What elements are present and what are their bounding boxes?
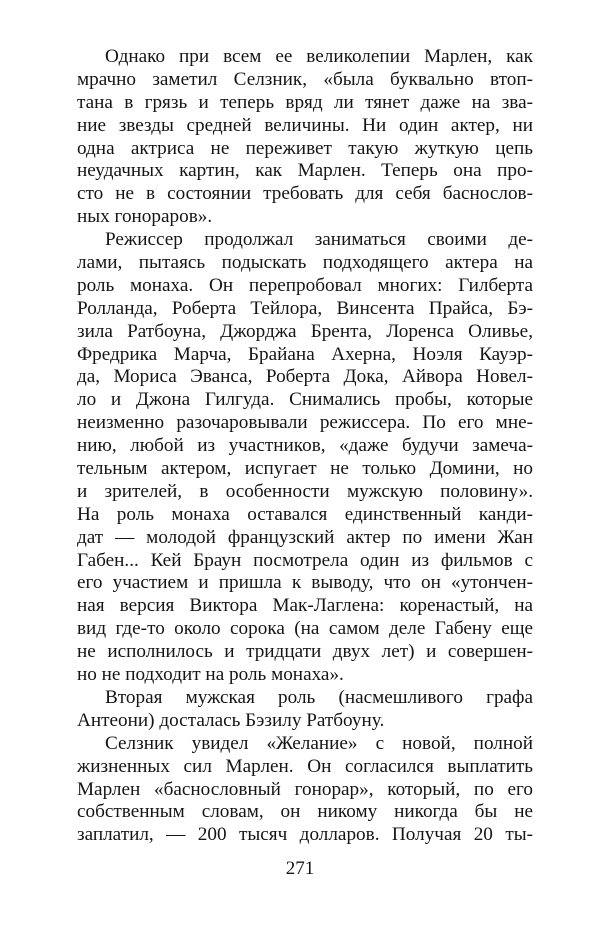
text-line: не исполнилось и тридцати двух лет) и совершен-: [77, 641, 533, 663]
text-line: нию, любой из участников, «даже будучи замеча-: [77, 435, 533, 457]
text-line: тельным актером, испугает не только Домини, но: [77, 458, 533, 480]
text-line: дат — молодой французский актер по имени Жан: [77, 526, 533, 548]
text-line: Антеони) досталась Бэзилу Ратбоуну.: [77, 709, 385, 731]
text-line: одна актриса не переживет такую жуткую цепь: [77, 137, 533, 159]
body-text: [77, 46, 533, 847]
text-line: лами, пытаясь подыскать подходящего актера на: [77, 252, 533, 274]
text-line: жизненных сил Марлен. Он согласился выплатить: [77, 755, 533, 777]
text-line: неудачных картин, как Марлен. Теперь она про-: [77, 160, 533, 182]
text-line: Однако при всем ее великолепии Марлен, как: [105, 46, 533, 67]
text-line: роль монаха. Он перепробовал многих: Гилберта: [77, 274, 533, 296]
text-line: и зрителей, в особенности мужскую половину».: [77, 480, 533, 502]
text-line: собственным словам, он никому никогда бы не: [77, 801, 533, 823]
text-line: да, Мориса Эванса, Роберта Дока, Айвора Новел-: [77, 366, 533, 388]
text-line: вид где-то около сорока (на самом деле Габену еще: [77, 618, 533, 640]
text-line: На роль монаха оставался единственный канди-: [77, 503, 533, 525]
page-number: 271: [285, 858, 315, 879]
text-line: ло и Джона Гилгуда. Снимались пробы, которые: [77, 389, 533, 411]
text-line: но не подходит на роль монаха».: [77, 664, 344, 686]
text-line: Марлен «баснословный гонорар», который, по его: [77, 778, 533, 800]
text-line: ных гонораров».: [77, 206, 213, 228]
text-line: заплатил, — 200 тысяч долларов. Получая 20 ты-: [77, 824, 533, 846]
text-line: Вторая мужская роль (насмешливого графа: [105, 686, 533, 708]
text-line: Селзник увидел «Желание» с новой, полной: [105, 732, 533, 754]
text-line: Режиссер продолжал заниматься своими де-: [105, 229, 533, 251]
text-line: тана в грязь и теперь вряд ли тянет даже на зва-: [77, 91, 533, 113]
text-line: Фредрика Марча, Брайана Ахерна, Ноэля Кауэр-: [77, 343, 533, 365]
text-line: зила Ратбоуна, Джорджа Брента, Лоренса Оливье,: [77, 320, 533, 342]
text-line: мрачно заметил Селзник, «была буквально втоп-: [77, 68, 533, 90]
text-line: неизменно разочаровывали режиссера. По его мне-: [77, 412, 533, 434]
text-line: Ролланда, Роберта Тейлора, Винсента Прайса, Бэ-: [77, 297, 533, 319]
text-line: ние звезды средней величины. Ни один актер, ни: [77, 114, 533, 136]
text-line: ная версия Виктора Мак-Лаглена: коренастый, на: [77, 595, 533, 617]
text-line: Габен... Кей Браун посмотрела один из фильмов с: [77, 549, 533, 571]
text-line: его участием и пришла к выводу, что он «утончен-: [77, 572, 533, 594]
text-line: сто не в состоянии требовать для себя баснослов-: [77, 183, 533, 205]
